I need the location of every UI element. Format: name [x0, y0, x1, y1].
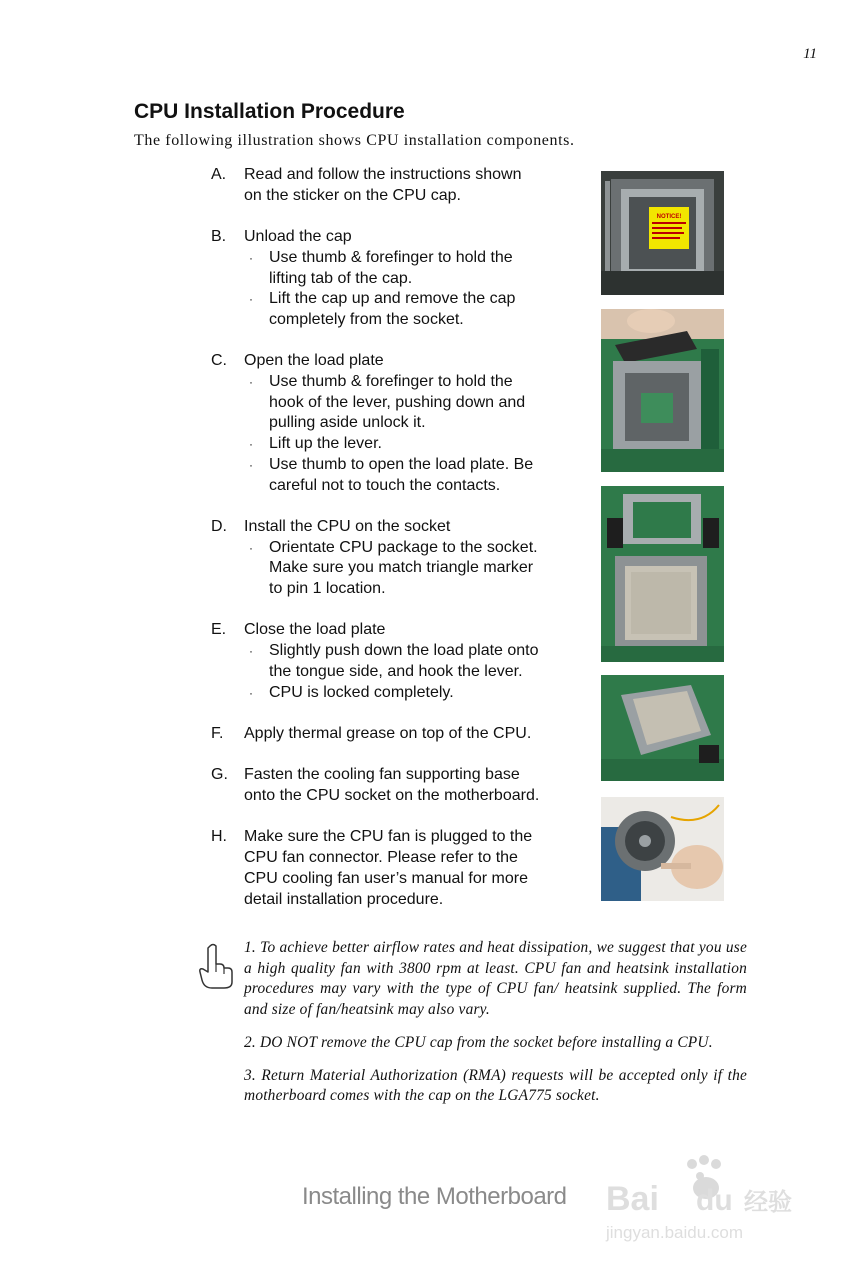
sticker-text: NOTICE! — [656, 214, 682, 220]
cpu-installed-image — [601, 675, 724, 781]
step-letter: H. — [211, 828, 227, 846]
step-text: Open the load plate — [244, 352, 384, 370]
bullet-text: Orientate CPU package to the socket. Make sure you match triangle marker to pin 1 location. — [269, 538, 538, 598]
socket-with-cap-photo — [601, 171, 724, 295]
step-letter: C. — [211, 352, 227, 370]
step-text: Close the load plate — [244, 621, 386, 639]
step-body — [244, 620, 576, 703]
step-item — [211, 227, 576, 331]
step-text: Apply thermal grease on top of the CPU. — [244, 724, 532, 742]
step-bullet — [244, 641, 576, 682]
step-text: Unload the cap — [244, 228, 352, 246]
step-text: CPU fan connector. Please refer to the — [244, 849, 518, 867]
steps-list — [211, 165, 576, 931]
step-body — [244, 765, 576, 806]
step-text: Read and follow the instructions shown — [244, 166, 522, 183]
bullet-text: Use thumb & forefinger to hold the hook of the lever, pushing down and pulling aside unlock it. — [269, 373, 526, 432]
step-bullet — [244, 248, 576, 289]
step-bullet — [244, 683, 576, 704]
socket-with-cap-image — [601, 171, 724, 295]
bullet-dot-icon: · — [249, 457, 253, 472]
step-body — [244, 517, 576, 600]
svg-text:du: du — [696, 1184, 733, 1217]
step-letter: A. — [211, 166, 227, 183]
step-item — [211, 165, 576, 206]
svg-text:经验: 经验 — [744, 1188, 792, 1216]
step-letter: B. — [211, 228, 227, 246]
step-body — [244, 165, 576, 206]
bullet-dot-icon: · — [249, 375, 253, 389]
svg-text:jingyan.baidu.com: jingyan.baidu.com — [606, 1223, 744, 1242]
bullet-text: CPU is locked completely. — [269, 683, 454, 701]
step-letter: G. — [211, 766, 228, 784]
step-body — [244, 724, 576, 745]
bullet-dot-icon: · — [249, 292, 253, 307]
step-text: Make sure the CPU fan is plugged to the — [244, 828, 533, 846]
bullet-text: Lift the cap up and remove the cap completely from the socket. — [269, 290, 516, 328]
step-item — [211, 724, 576, 745]
fan-installation-image — [601, 797, 724, 901]
step-text: on the sticker on the CPU cap. — [244, 186, 461, 204]
step-bullet — [244, 538, 576, 600]
step-bullet — [244, 372, 576, 434]
cpu-installed-photo — [601, 675, 724, 781]
step-item — [211, 517, 576, 600]
bullet-text: Lift up the lever. — [269, 435, 382, 453]
remove-cap-image — [601, 309, 724, 472]
bullet-dot-icon: · — [249, 437, 253, 452]
open-load-plate-image — [601, 486, 724, 662]
note-paragraph: 2. DO NOT remove the CPU cap from the socket before installing a CPU. — [244, 1033, 713, 1051]
svg-text:Bai: Bai — [606, 1180, 659, 1218]
notes-section — [244, 938, 747, 1119]
baidu-watermark-logo — [604, 1150, 804, 1250]
note-paragraph: 3. Return Material Authorization (RMA) requests will be accepted only if the motherboard comes with the cap on the LGA775 socket. — [244, 1066, 747, 1105]
step-letter: F. — [211, 724, 224, 742]
bullet-dot-icon: · — [249, 644, 253, 659]
step-text: CPU cooling fan user’s manual for more — [244, 869, 528, 887]
step-item — [211, 620, 576, 703]
step-bullet — [244, 434, 576, 455]
fan-installation-photo — [601, 797, 724, 901]
step-bullet — [244, 455, 576, 496]
step-item — [211, 351, 576, 496]
pointing-hand-icon — [196, 942, 236, 990]
bullet-dot-icon: · — [249, 540, 253, 555]
note-paragraph: 1. To achieve better airflow rates and heat dissipation, we suggest that you use a high quality fan with 3800 rpm at least. CPU fan and heatsink installation procedures may vary with the type of CPU fan/ heatsink supplied. The form and size of fan/heatsink may also vary. — [244, 939, 747, 1019]
step-letter: E. — [211, 621, 227, 639]
step-body — [244, 351, 576, 496]
bullet-dot-icon: · — [249, 685, 253, 700]
step-item — [211, 765, 576, 806]
step-item — [211, 827, 576, 910]
bullet-text: Slightly push down the load plate onto the tongue side, and hook the lever. — [269, 642, 539, 680]
step-text: detail installation procedure. — [244, 890, 444, 908]
step-text: onto the CPU socket on the motherboard. — [244, 787, 540, 804]
step-text: Install the CPU on the socket — [244, 517, 451, 535]
intro-text: The following illustration shows CPU installation components. — [134, 132, 575, 149]
step-bullet — [244, 289, 576, 330]
step-body — [244, 227, 576, 331]
page-title: CPU Installation Procedure — [134, 100, 405, 123]
page-number: 11 — [803, 46, 817, 62]
bullet-dot-icon: · — [249, 250, 253, 265]
bullet-text: Use thumb & forefinger to hold the lifting tab of the cap. — [269, 248, 513, 287]
open-load-plate-photo — [601, 486, 724, 662]
bullet-text: Use thumb to open the load plate. Be careful not to touch the contacts. — [269, 455, 534, 494]
remove-cap-photo — [601, 309, 724, 472]
footer-section-title: Installing the Motherboard — [302, 1183, 567, 1210]
step-text: Fasten the cooling fan supporting base — [244, 766, 520, 784]
step-letter: D. — [211, 517, 227, 535]
step-body — [244, 827, 576, 910]
